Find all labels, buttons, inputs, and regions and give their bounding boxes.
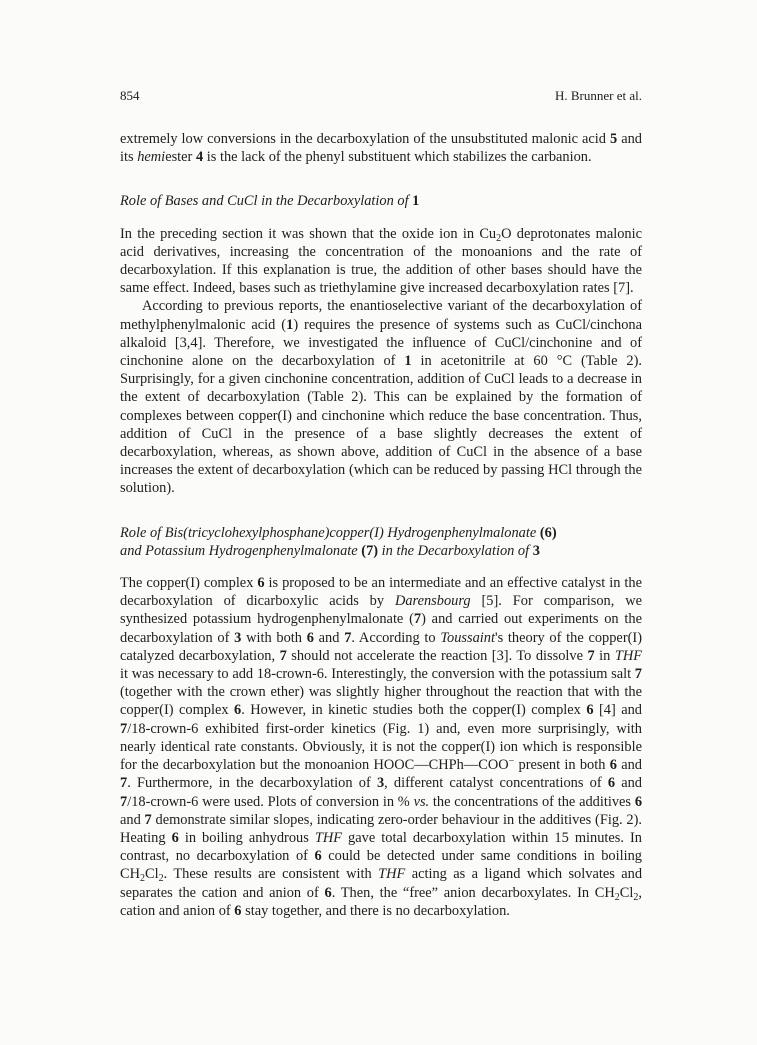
- body-paragraph: According to previous reports, the enantioselective variant of the decarboxylation of methylphenylmalonic acid (1) requires the presence of systems such as CuCl/cinchona alkaloid [3,4]. Therefore, we investigated the influence of CuCl/cinchonine and of cinchonine alone on the decarboxylation of 1 in acetonitrile at 60 °C (Table 2). Surprisingly, for a given cinchonine concentration, addition of CuCl leads to a decrease in the extent of decarboxylation (Table 2). This can be explained by the formation of complexes between copper(I) and cinchonine which reduce the base concentration. Thus, addition of CuCl in the presence of a base slightly decreases the extent of decarboxylation, whereas, as shown above, addition of CuCl in the absence of a base increases the extent of decarboxylation (which can be reduced by passing HCl through the solution).: [120, 298, 643, 497]
- body-paragraph: The copper(I) complex 6 is proposed to be an intermediate and an effective catalyst in the decarboxylation of dicarboxylic acids by Darensbourg [5]. For comparison, we synthesized potassium hydrogenphenylmalonate (7) and carried out experiments on the decarboxylation of 3 with both 6 and 7. According to Toussaint's theory of the copper(I) catalyzed decarboxylation, 7 should not accelerate the reaction [3]. To dissolve 7 in THF it was necessary to add 18-crown-6. Interestingly, the conversion with the potassium salt 7 (together with the crown ether) was slightly higher throughout the reaction that with the copper(I) complex 6. However, in kinetic studies both the copper(I) complex 6 [4] and 7/18-crown-6 exhibited first-order kinetics (Fig. 1) and, even more surprisingly, with nearly identical rate constants. Obviously, it is not the copper(I) ion which is responsible for the decarboxylation but the monoanion HOOC—CHPh—COO− present in both 6 and 7. Furthermore, in the decarboxylation of 3, different catalyst concentrations of 6 and 7/18-crown-6 were used. Plots of conversion in % vs. the concentrations of the additives 6 and 7 demonstrate similar slopes, indicating zero-order behaviour in the additives (Fig. 2). Heating 6 in boiling anhydrous THF gave total decarboxylation within 15 minutes. In contrast, no decarboxylation of 6 could be detected under same conditions in boiling $CH_2Cl_2$. These results are consistent with THF acting as a ligand which solvates and separates the cation and anion of 6. Then, the “free” anion decarboxylates. In $CH_2Cl_2$, cation and anion of 6 stay together, and there is no decarboxylation.: [120, 575, 643, 919]
- page-header: [120, 88, 642, 104]
- body-paragraph: extremely low conversions in the decarboxylation of the unsubstituted malonic acid 5 and its hemiester 4 is the lack of the phenyl substituent which stabilizes the carbanion.: [120, 131, 642, 166]
- section-heading: Role of Bis(tricyclohexylphosphane)copper(I) Hydrogenphenylmalonate (6) and Potassium Hydrogenphenylmalonate (7) in the Decarboxylation of 3: [120, 524, 557, 559]
- body-paragraph: In the preceding section it was shown that the oxide ion in $Cu_2O$ deprotonates malonic acid derivatives, increasing the concentration of the monoanions and the rate of decarboxylation. If this explanation is true, the addition of other bases should have the same effect. Indeed, bases such as triethylamine give increased decarboxylation rates [7].: [120, 225, 642, 297]
- page-number: 854: [120, 88, 140, 103]
- section-copper-complex: [120, 524, 642, 920]
- section-bases: [120, 192, 642, 497]
- section-heading: Role of Bases and CuCl in the Decarboxylation of 1: [120, 193, 420, 210]
- journal-page: [120, 88, 642, 920]
- section-intro: [120, 130, 642, 166]
- running-head: H. Brunner et al.: [554, 88, 642, 103]
